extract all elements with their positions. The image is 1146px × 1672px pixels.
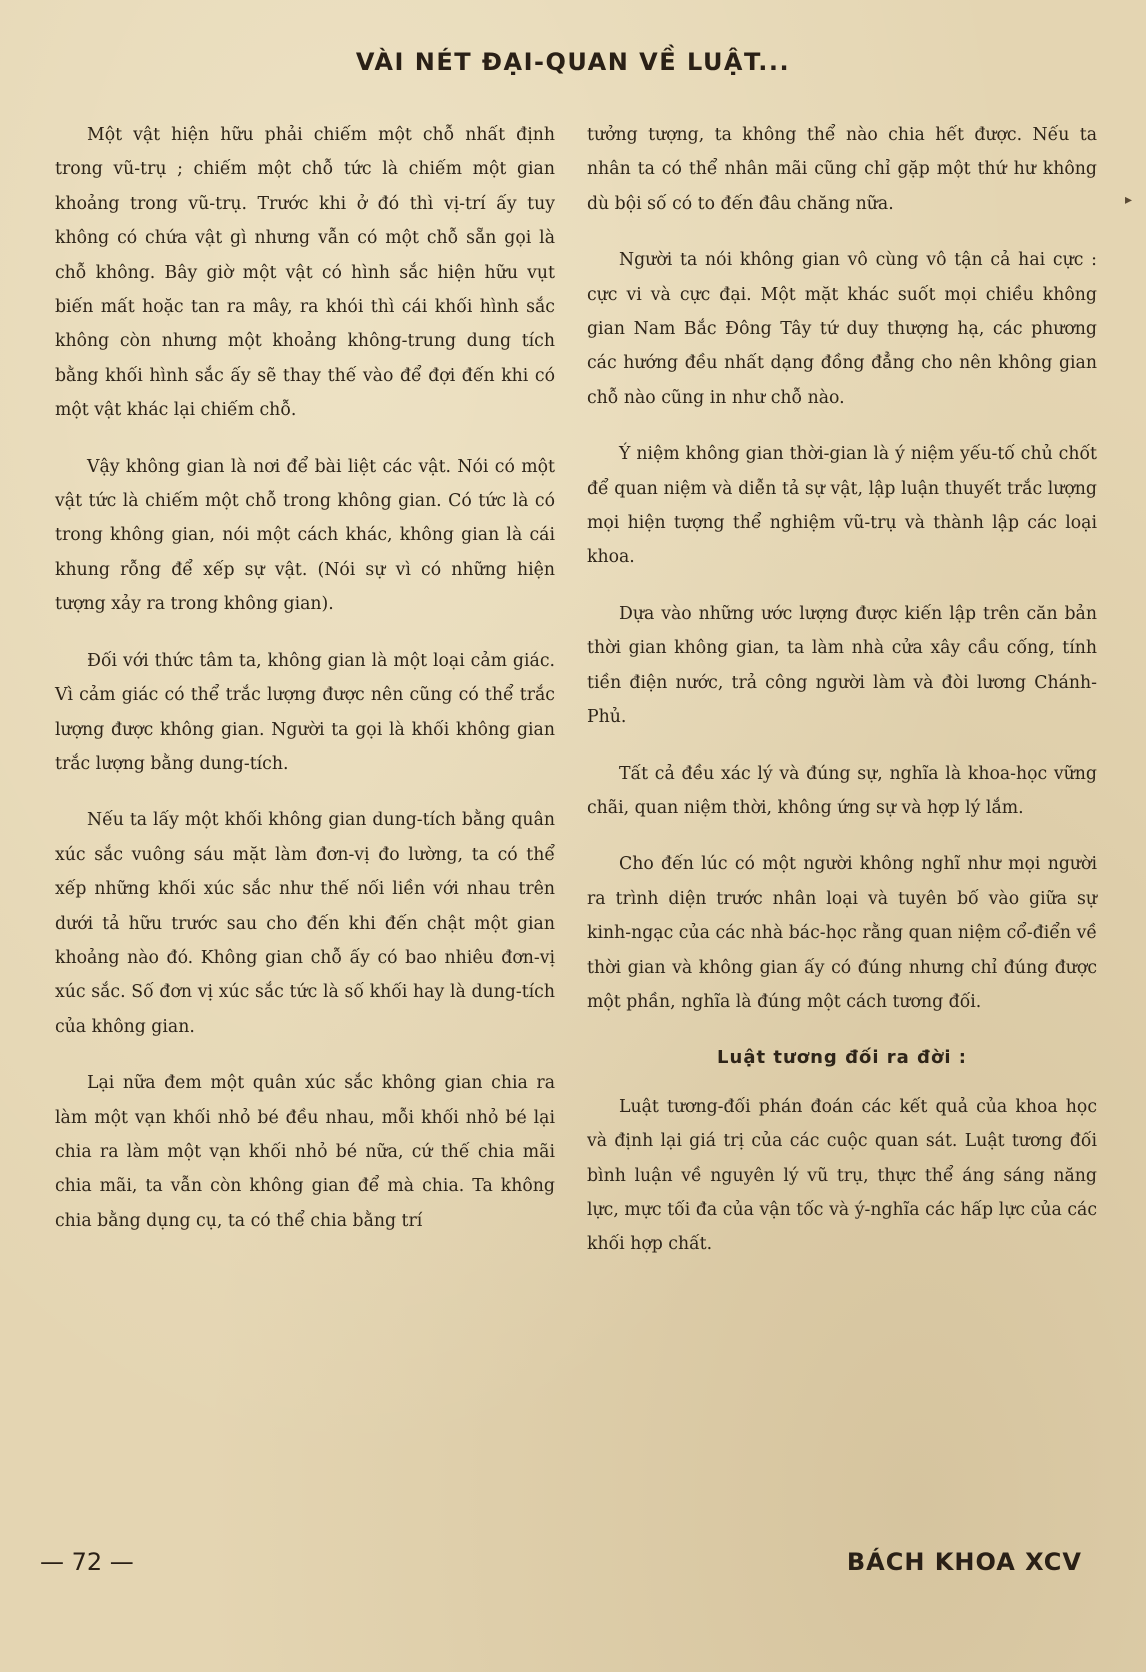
paragraph: Nếu ta lấy một khối không gian dung-tích bằng quân xúc sắc vuông sáu mặt làm đơn-vị đo lường, ta có thể xếp những khối xúc sắc như thế nối liền với nhau trên dưới tả hữu trước sau cho đến khi đến chật một gian khoảng nào đó. Không gian chỗ ấy có bao nhiêu đơn-vị xúc sắc. Số đơn vị xúc sắc tức là số khối hay là dung-tích của không gian. xyxy=(55,810,555,1037)
paragraph: Đối với thức tâm ta, không gian là một loại cảm giác. Vì cảm giác có thể trắc lượng được nên cũng có thể trắc lượng được không gian. Người ta gọi là khối không gian trắc lượng bằng dung-tích. xyxy=(55,650,555,774)
page-number: — 72 — xyxy=(40,1548,134,1576)
paragraph: Cho đến lúc có một người không nghĩ như mọi người ra trình diện trước nhân loại và tuyên bố vào giữa sự kinh-ngạc của các nhà bác-học rằng quan niệm cổ-điển về thời gian và không gian ấy có đúng nhưng chỉ đúng được một phần, nghĩa là đúng một cách tương đối. xyxy=(587,854,1097,1012)
paragraph: Một vật hiện hữu phải chiếm một chỗ nhất định trong vũ-trụ ; chiếm một chỗ tức là chiếm một gian khoảng trong vũ-trụ. Trước khi ở đó thì vị-trí ấy tuy không có chứa vật gì nhưng vẫn có một chỗ sẵn gọi là chỗ không. Bây giờ một vật có hình sắc hiện hữu vụt biến mất hoặc tan ra mây, ra khói thì cái khối hình sắc không còn nhưng một khoảng không-trung dung tích bằng khối hình sắc ấy sẽ thay thế vào để đợi đến khi có một vật khác lại chiếm chỗ. xyxy=(55,125,555,421)
paragraph: Lại nữa đem một quân xúc sắc không gian chia ra làm một vạn khối nhỏ bé đều nhau, mỗi khối nhỏ bé lại chia ra làm một vạn khối nhỏ bé nữa, cứ thế chia mãi chia mãi, ta vẫn còn không gian để mà chia. Ta không chia bằng dụng cụ, ta có thể chia bằng trí xyxy=(55,1073,555,1231)
paragraph: Dựa vào những ước lượng được kiến lập trên căn bản thời gian không gian, ta làm nhà cửa xây cầu cống, tính tiền điện nước, trả công người làm và đòi lương Chánh-Phủ. xyxy=(587,603,1097,728)
paragraph: Luật tương-đối phán đoán các kết quả của khoa học và định lại giá trị của các cuộc quan sát. Luật tương đối bình luận về nguyên lý vũ trụ, thực thể áng sáng năng lực, mực tối đa của vận tốc và ý-nghĩa các hấp lực của các khối hợp chất. xyxy=(587,1096,1097,1255)
right-column xyxy=(587,118,1097,1284)
left-column xyxy=(55,118,555,1260)
paragraph: tưởng tượng, ta không thể nào chia hết được. Nếu ta nhân ta có thể nhân mãi cũng chỉ gặp một thứ hư không dù bội số có to đến đâu chăng nữa. xyxy=(587,125,1097,214)
page-header-title: VÀI NÉT ĐẠI-QUAN VỀ LUẬT... xyxy=(355,48,791,76)
paragraph: Vậy không gian là nơi để bài liệt các vật. Nói có một vật tức là chiếm một chỗ trong không gian. Có tức là có trong không gian, nói một cách khác, không gian là cái khung rỗng để xếp sự vật. (Nói sự vì có những hiện tượng xảy ra trong không gian). xyxy=(55,456,555,615)
paragraph: Tất cả đều xác lý và đúng sự, nghĩa là khoa-học vững chãi, quan niệm thời, không ứng sự và hợp lý lắm. xyxy=(587,763,1097,818)
margin-arrow-icon: ▸ xyxy=(1124,192,1132,208)
section-heading: Luật tương đối ra đời : xyxy=(717,1047,967,1069)
paragraph: Ý niệm không gian thời-gian là ý niệm yếu-tố chủ chốt để quan niệm và diễn tả sự vật, lập luận thuyết trắc lượng mọi hiện tượng thể nghiệm vũ-trụ và thành lập các loại khoa. xyxy=(587,444,1097,568)
publication-name: BÁCH KHOA XCV xyxy=(846,1548,1082,1576)
paragraph: Người ta nói không gian vô cùng vô tận cả hai cực : cực vi và cực đại. Một mặt khác suốt mọi chiều không gian Nam Bắc Đông Tây tứ duy thượng hạ, các phương các hướng đều nhất dạng đồng đẳng cho nên không gian chỗ nào cũng in như chỗ nào. xyxy=(587,250,1097,408)
